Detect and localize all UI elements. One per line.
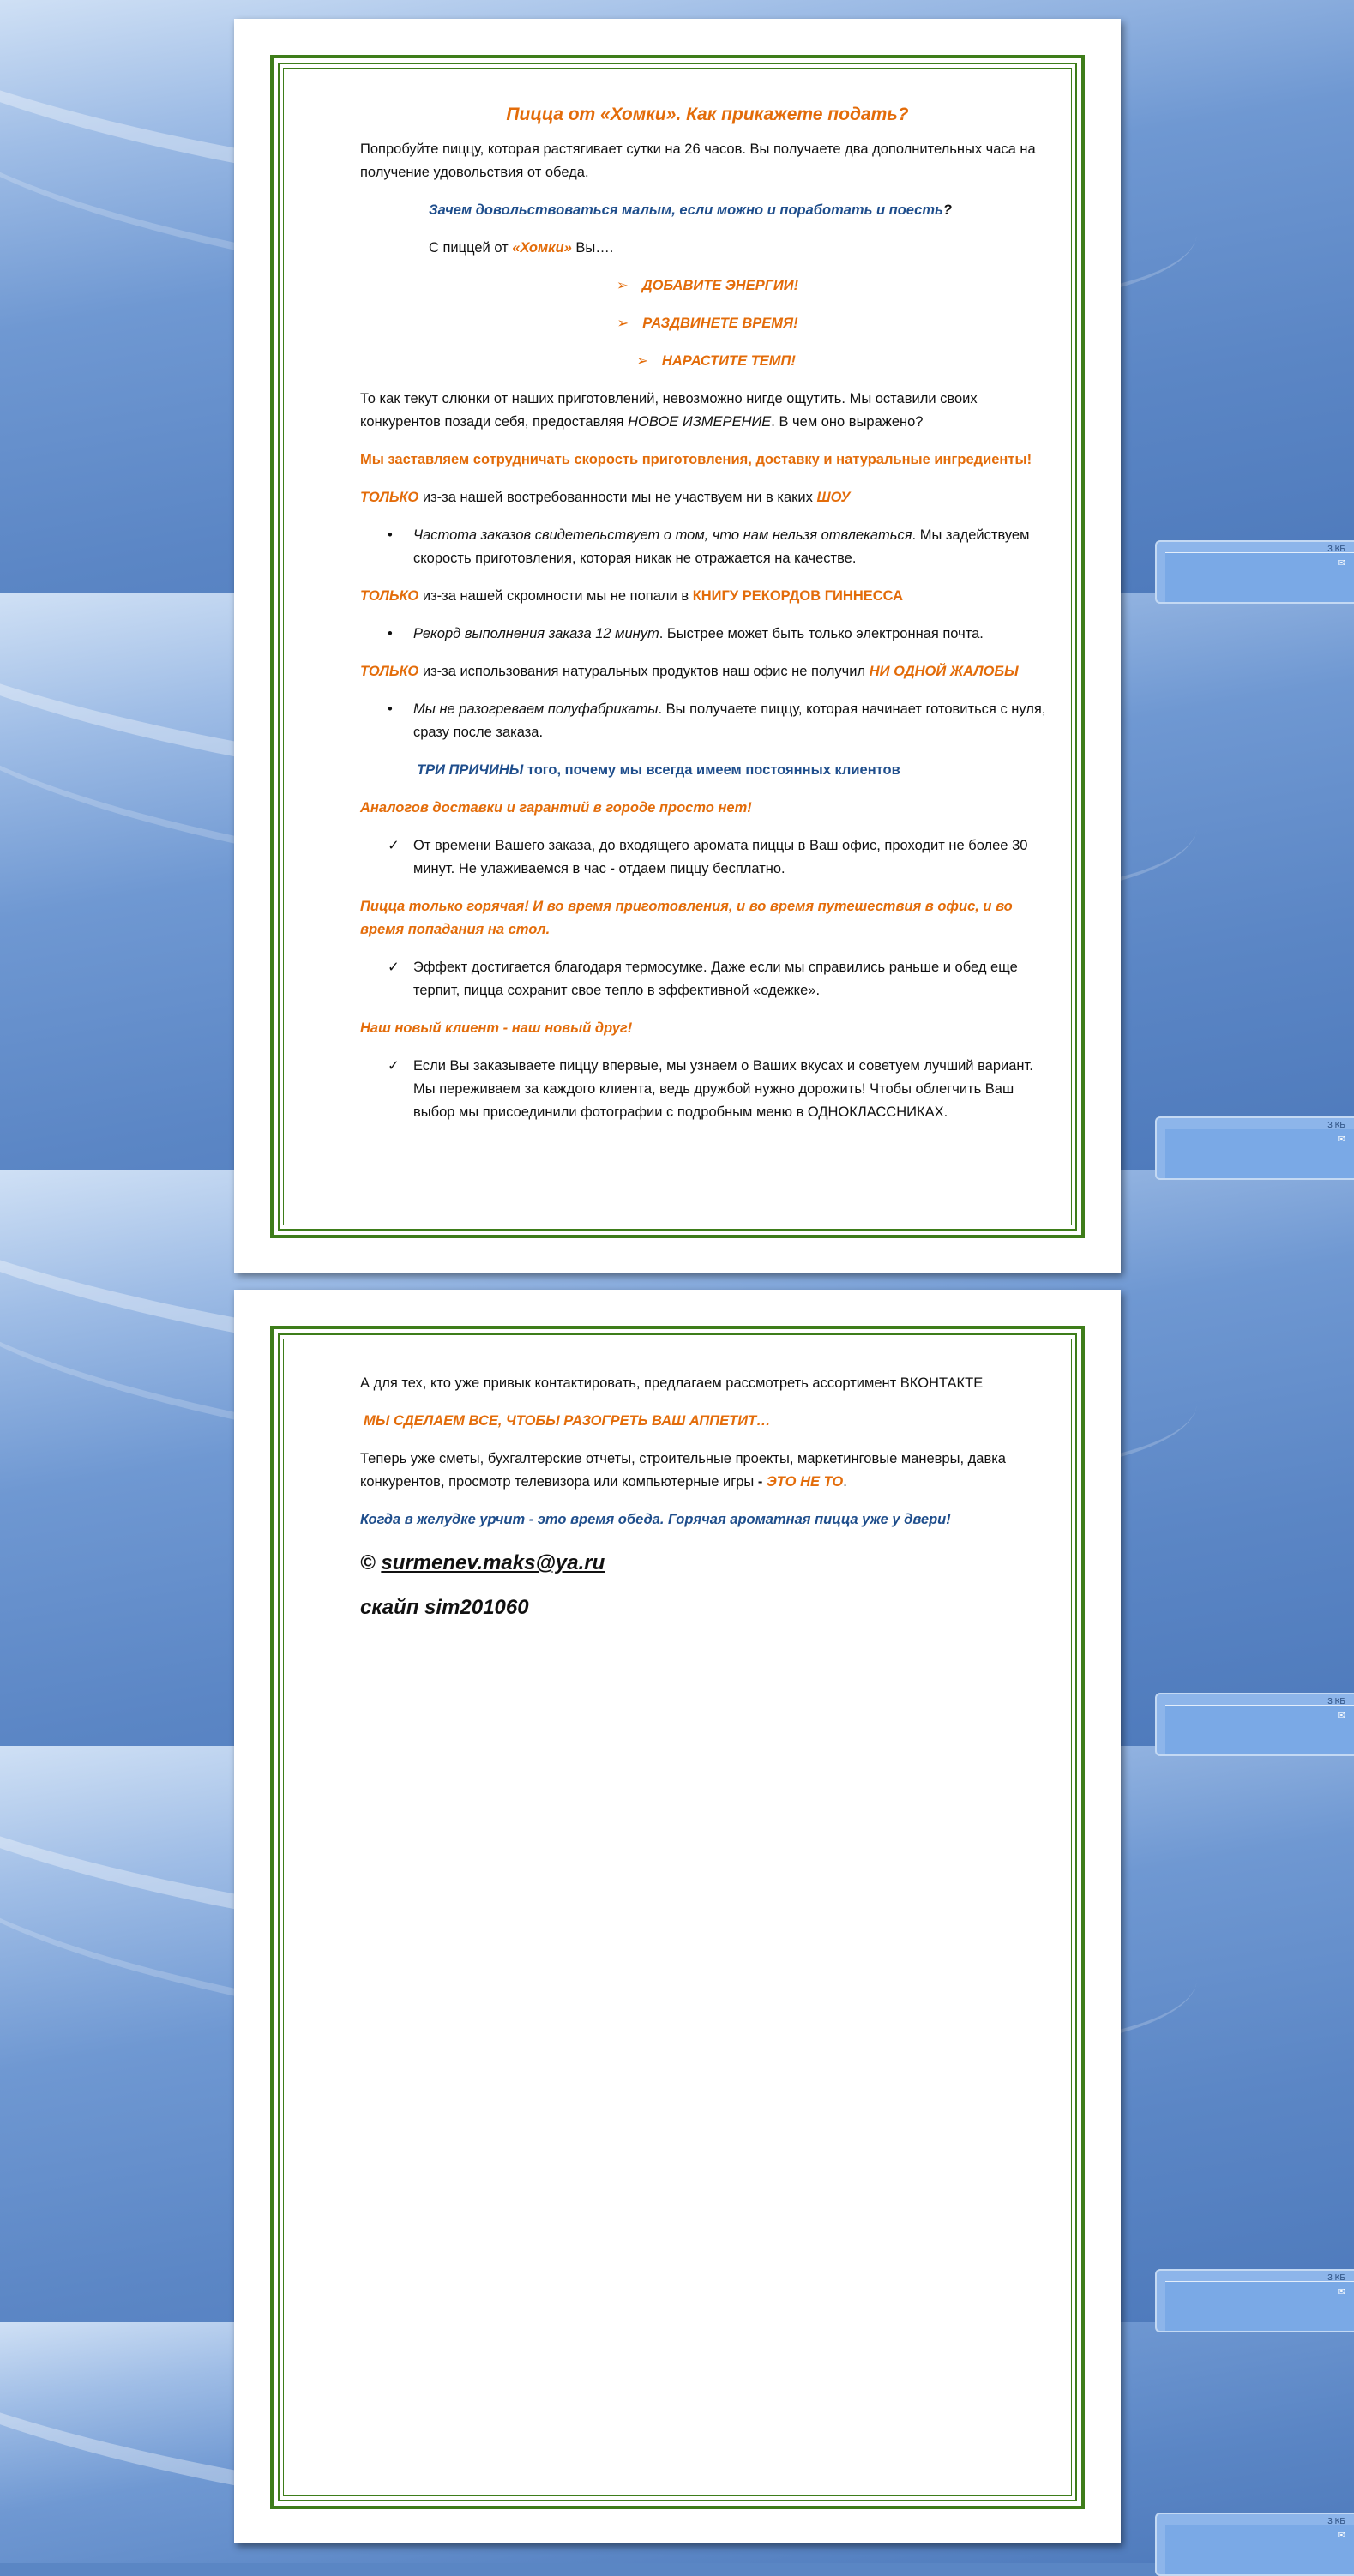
estimates-paragraph xyxy=(360,1447,1055,1494)
document-page-1 xyxy=(234,19,1121,1273)
with-pizza-pre: С пиццей от xyxy=(429,240,513,256)
mail-icon: ✉ xyxy=(1337,1711,1345,1721)
with-pizza-line xyxy=(360,237,1055,260)
arrow-item xyxy=(360,312,1055,335)
bullet-item xyxy=(360,524,1055,570)
thumbnail-size: 3 КБ xyxy=(1327,2273,1345,2283)
three-reasons-italic: ТРИ ПРИЧИНЫ xyxy=(417,762,524,778)
only-line-2 xyxy=(360,585,1055,608)
arrow-item-text: НАРАСТИТЕ ТЕМП! xyxy=(661,353,796,369)
attachment-thumbnail[interactable] xyxy=(1155,1693,1354,1756)
only-text: из-за нашей востребованности мы не участвуем ни в каких xyxy=(418,490,817,505)
brand-name: «Хомки» xyxy=(512,240,572,256)
question-line xyxy=(360,199,1055,222)
bullet-item xyxy=(360,698,1055,744)
saliva-end: . В чем оно выражено? xyxy=(771,414,924,430)
mail-icon: ✉ xyxy=(1337,1135,1345,1145)
email-signature xyxy=(360,1546,1055,1580)
thumbnail-size: 3 КБ xyxy=(1327,545,1345,554)
only-word: ТОЛЬКО xyxy=(360,490,419,505)
page-2-content xyxy=(360,1372,1055,1635)
attachment-thumbnail[interactable] xyxy=(1155,2513,1354,2576)
cooperate-line: Мы заставляем сотрудничать скорость приготовления, доставку и натуральные ингредиенты! xyxy=(360,452,1032,467)
checkmark-icon: ✓ xyxy=(388,960,400,975)
estimates-dot: . xyxy=(843,1474,847,1490)
vk-paragraph: А для тех, кто уже привык контактировать, предлагаем рассмотреть ассортимент ВКОНТАКТЕ xyxy=(360,1375,984,1391)
check-text: Эффект достигается благодаря термосумке. Даже если мы справились раньше и обед еще терпит, пицца сохранит свое тепло в эффективной «одежке». xyxy=(413,960,1018,998)
email-link[interactable]: surmenev.maks@ya.ru xyxy=(381,1551,605,1574)
mail-icon: ✉ xyxy=(1337,558,1345,569)
arrow-bullet-icon: ➢ xyxy=(617,316,629,331)
thumbnail-size: 3 КБ xyxy=(1327,2517,1345,2526)
bullet-dot-icon: • xyxy=(388,701,393,717)
only-line-1 xyxy=(360,486,1055,509)
bullet-text: . Вы получаете пиццу, которая начинает готовиться с нуля, сразу после заказа. xyxy=(413,701,1046,740)
saliva-text: То как текут слюнки от наших приготовлений, невозможно нигде ощутить. Мы оставили своих конкурентов позади себя, предоставляя xyxy=(360,391,978,430)
intro-paragraph: Попробуйте пиццу, которая растягивает сутки на 26 часов. Вы получаете два дополнительных часа на получение удовольствия от обеда. xyxy=(360,141,1036,180)
bullet-italic: Мы не разогреваем полуфабрикаты xyxy=(413,701,659,717)
only-line-3 xyxy=(360,660,1055,683)
only-word: ТОЛЬКО xyxy=(360,664,419,679)
arrow-bullet-icon: ➢ xyxy=(636,353,648,369)
arrow-bullet-icon: ➢ xyxy=(616,278,629,293)
skype-signature: скайп sim201060 xyxy=(360,1596,529,1619)
arrow-item-text: ДОБАВИТЕ ЭНЕРГИИ! xyxy=(641,278,799,293)
check-text: От времени Вашего заказа, до входящего аромата пиццы в Ваш офис, проходит не более 30 минут. Не улаживаемся в час - отдаем пиццу бесплатно. xyxy=(413,838,1028,876)
bullet-dot-icon: • xyxy=(388,626,393,641)
mail-icon: ✉ xyxy=(1337,2287,1345,2297)
only-end: ШОУ xyxy=(816,490,851,505)
checkmark-icon: ✓ xyxy=(388,1058,400,1074)
saliva-paragraph xyxy=(360,388,1055,434)
only-end: НИ ОДНОЙ ЖАЛОБЫ xyxy=(869,664,1019,679)
check-item xyxy=(360,1055,1055,1124)
attachment-thumbnail[interactable] xyxy=(1155,540,1354,604)
copyright-symbol: © xyxy=(360,1551,382,1574)
only-end: КНИГУ РЕКОРДОВ ГИННЕССА xyxy=(692,588,904,604)
thumbnail-size: 3 КБ xyxy=(1327,1121,1345,1130)
page-title: Пицца от «Хомки». Как прикажете подать? xyxy=(506,105,909,124)
check-text: Если Вы заказываете пиццу впервые, мы узнаем о Ваших вкусах и советуем лучший вариант. Мы переживаем за каждого клиента, ведь дружбой нужно дорожить! Чтобы облегчить Ваш выбор мы присоединили фотографии с подробным меню в ОДНОКЛАССНИКАХ. xyxy=(413,1058,1033,1120)
new-dimension: НОВОЕ ИЗМЕРЕНИЕ xyxy=(628,414,772,430)
check-item xyxy=(360,834,1055,881)
analog-heading: Аналогов доставки и гарантий в городе просто нет! xyxy=(360,800,752,816)
only-text: из-за использования натуральных продуктов наш офис не получил xyxy=(418,664,870,679)
stomach-line: Когда в желудке урчит - это время обеда. Горячая ароматная пицца уже у двери! xyxy=(360,1512,951,1527)
estimates-end: ЭТО НЕ ТО xyxy=(762,1474,844,1490)
bullet-italic: Рекорд выполнения заказа 12 минут xyxy=(413,626,659,641)
estimates-dash: - xyxy=(757,1474,763,1490)
three-reasons-text: того, почему мы всегда имеем постоянных клиентов xyxy=(523,762,900,778)
thumbnail-size: 3 КБ xyxy=(1327,1697,1345,1706)
bullet-text: . Быстрее может быть только электронная почта. xyxy=(659,626,984,641)
bullet-dot-icon: • xyxy=(388,527,393,543)
bullet-italic: Частота заказов свидетельствует о том, что нам нельзя отвлекаться xyxy=(413,527,912,543)
client-heading: Наш новый клиент - наш новый друг! xyxy=(360,1020,633,1036)
estimates-text: Теперь уже сметы, бухгалтерские отчеты, строительные проекты, маркетинговые маневры, давка конкурентов, просмотр телевизора или компьютерные игры xyxy=(360,1451,1006,1490)
mail-icon: ✉ xyxy=(1337,2531,1345,2541)
bullet-item xyxy=(360,623,1055,646)
three-reasons-line xyxy=(360,759,1055,782)
question-mark: ? xyxy=(942,202,952,218)
attachment-thumbnail[interactable] xyxy=(1155,1116,1354,1180)
arrow-item xyxy=(360,350,1055,373)
check-item xyxy=(360,956,1055,1002)
arrow-item-text: РАЗДВИНЕТЕ ВРЕМЯ! xyxy=(642,316,798,331)
with-pizza-post: Вы…. xyxy=(571,240,614,256)
attachment-thumbnail[interactable] xyxy=(1155,2269,1354,2332)
document-page-2 xyxy=(234,1290,1121,2543)
bullet-text: . Мы задействуем скорость приготовления, которая никак не отражается на качестве. xyxy=(413,527,1030,566)
question-text: Зачем довольствоваться малым, если можно и поработать и поесть xyxy=(429,202,943,218)
arrow-item xyxy=(360,274,1055,298)
appetite-line: МЫ СДЕЛАЕМ ВСЕ, ЧТОБЫ РАЗОГРЕТЬ ВАШ АППЕТИТ… xyxy=(364,1413,771,1429)
only-text: из-за нашей скромности мы не попали в xyxy=(418,588,693,604)
hot-heading: Пицца только горячая! И во время приготовления, и во время путешествия в офис, и во время попадания на стол. xyxy=(360,899,1013,937)
checkmark-icon: ✓ xyxy=(388,838,400,853)
only-word: ТОЛЬКО xyxy=(360,588,419,604)
page-1-content xyxy=(360,103,1055,1139)
